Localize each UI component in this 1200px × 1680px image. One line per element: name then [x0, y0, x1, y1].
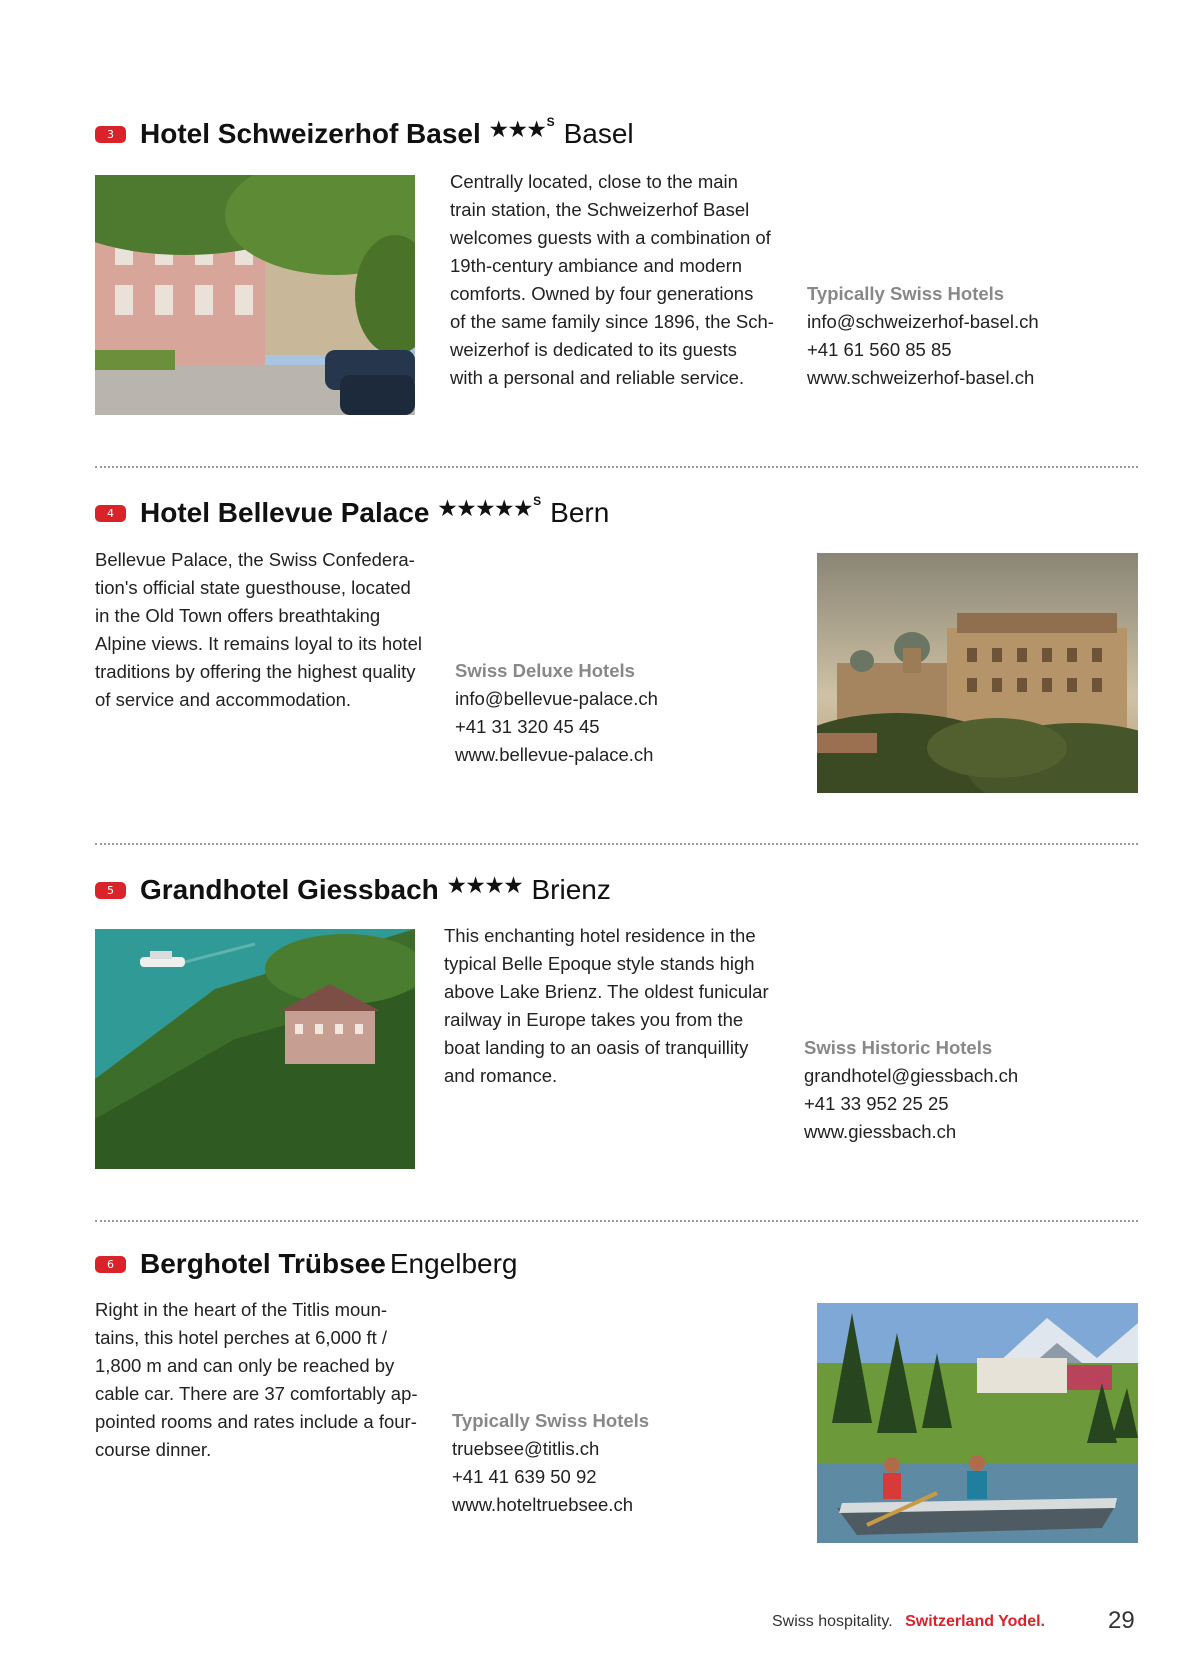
footer-tagline: [772, 1613, 1045, 1631]
section-divider: [95, 1220, 1138, 1222]
hotel-group: Swiss Historic Hotels: [804, 1037, 993, 1058]
hotel-3-photo: [95, 175, 415, 415]
brand-name: Switzerland Yodel.: [905, 1613, 1045, 1630]
hotel-number-badge: 6: [95, 1256, 126, 1273]
footer-text: Swiss hospitality.: [772, 1613, 893, 1630]
hotel-number-badge: 3: [95, 126, 126, 143]
hotel-group: Typically Swiss Hotels: [807, 283, 1005, 304]
section-divider: [95, 843, 1138, 845]
website-link[interactable]: www.schweizerhof-basel.ch: [807, 367, 1035, 388]
website-link[interactable]: www.hoteltruebsee.ch: [452, 1494, 633, 1515]
hotel-6-title: [95, 1248, 518, 1280]
hotel-name: Hotel Schweizerhof Basel: [140, 118, 481, 149]
hotel-city: Engelberg: [389, 1248, 518, 1279]
hotel-city: Brienz: [531, 874, 611, 905]
website-link[interactable]: www.giessbach.ch: [804, 1121, 957, 1142]
hotel-5-contact: [804, 1034, 1018, 1146]
hotel-number-badge: 5: [95, 882, 126, 899]
website-link[interactable]: www.bellevue-palace.ch: [455, 744, 654, 765]
hotel-3-description: Centrally located, close to the main train station, the Schweizerhof Basel welcomes guests with a combination of 19th-century ambiance and modern comforts. Owned by four generations of the same family since 1896, the Sch- weizerhof is dedicated to its guests with a personal and reliable service.: [450, 171, 774, 388]
hotel-name: Grandhotel Giessbach: [140, 874, 439, 905]
hotel-6-contact: [452, 1407, 649, 1519]
phone-number[interactable]: +41 41 639 50 92: [452, 1466, 597, 1487]
email-link[interactable]: grandhotel@giessbach.ch: [804, 1065, 1019, 1086]
hotel-4-title: [95, 494, 610, 529]
hotel-3-title: [95, 115, 634, 150]
hotel-4-description: Bellevue Palace, the Swiss Confedera- tion's official state guesthouse, located in the Old Town offers breathtaking Alpine views. It remains loyal to its hotel traditions by offering the highest quality of service and accommodation.: [95, 549, 422, 710]
email-link[interactable]: info@schweizerhof-basel.ch: [807, 311, 1039, 332]
hotel-group: Typically Swiss Hotels: [452, 1410, 650, 1431]
hotel-group: Swiss Deluxe Hotels: [455, 660, 635, 681]
phone-number[interactable]: +41 33 952 25 25: [804, 1093, 949, 1114]
hotel-4-contact: [455, 657, 658, 769]
hotel-city: Basel: [563, 118, 634, 149]
hotel-4-photo: [817, 553, 1138, 793]
phone-number[interactable]: +41 31 320 45 45: [455, 716, 600, 737]
star-rating: ★★★$^S$: [489, 115, 556, 141]
page-number: 29: [1108, 1607, 1135, 1634]
section-divider: [95, 466, 1138, 468]
hotel-6-photo: [817, 1303, 1138, 1543]
star-rating: ★★★★: [447, 875, 524, 897]
hotel-city: Bern: [550, 497, 610, 528]
hotel-name: Berghotel Trübsee: [140, 1248, 386, 1279]
star-rating: ★★★★★$^S$: [438, 494, 543, 520]
hotel-5-description: This enchanting hotel residence in the typical Belle Epoque style stands high above Lake Brienz. The oldest funicular railway in Europe takes you from the boat landing to an oasis of tranquillity and romance.: [444, 925, 769, 1086]
hotel-5-title: [95, 874, 611, 906]
phone-number[interactable]: +41 61 560 85 85: [807, 339, 952, 360]
hotel-name: Hotel Bellevue Palace: [140, 497, 430, 528]
email-link[interactable]: truebsee@titlis.ch: [452, 1438, 600, 1459]
hotel-6-description: Right in the heart of the Titlis moun- tains, this hotel perches at 6,000 ft / 1,800 m and can only be reached by cable car. There are 37 comfortably ap- pointed rooms and rates include a four- course dinner.: [95, 1299, 418, 1460]
email-link[interactable]: info@bellevue-palace.ch: [455, 688, 658, 709]
hotel-3-contact: [807, 280, 1039, 392]
hotel-5-photo: [95, 929, 415, 1169]
hotel-number-badge: 4: [95, 505, 126, 522]
